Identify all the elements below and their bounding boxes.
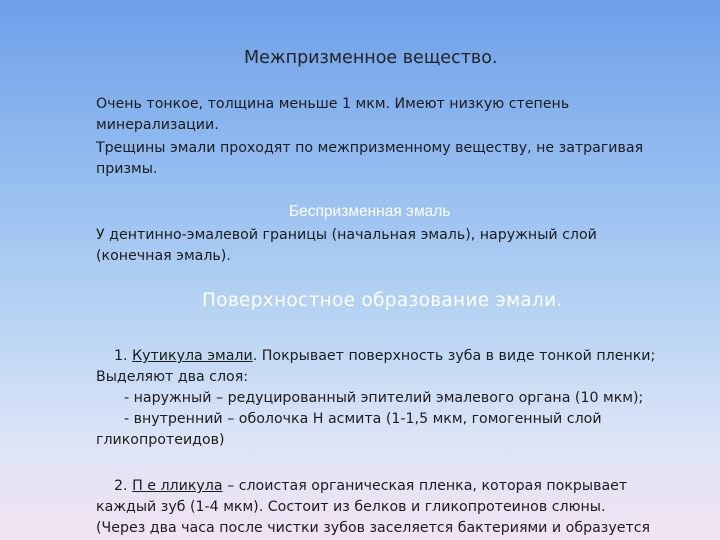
- aprismatic-line-1: У дентинно-эмалевой границы (начальная эмаль), наружный слой: [96, 227, 597, 243]
- cuticle-number: 1.: [114, 348, 128, 364]
- intro-line-2: минерализации.: [96, 117, 219, 133]
- pellicle-term: П е лликула: [132, 478, 223, 494]
- pellicle-line-1: [96, 476, 664, 497]
- slide-title: Межпризменное вещество.: [244, 48, 498, 68]
- pellicle-text: – слоистая органическая пленка, которая покрывает: [222, 478, 628, 494]
- cuticle-term: Кутикула эмали: [132, 348, 253, 364]
- cuticle-text: . Покрывает поверхность зуба в виде тонкой пленки;: [252, 348, 656, 364]
- cuticle-outer-layer: - наружный – редуцированный эпителий эмалевого органа (10 мкм);: [124, 390, 644, 406]
- surface-formation-heading: Поверхностное образование эмали.: [202, 290, 563, 311]
- pellicle-line-2: каждый зуб (1-4 мкм). Состоит из белков и гликопротеинов слюны.: [96, 499, 606, 515]
- pellicle-line-3: (Через два часа после чистки зубов заселяется бактериями и образуется: [96, 520, 651, 536]
- interprismatic-description: [96, 94, 660, 136]
- cracks-line-2: призмы.: [96, 161, 158, 177]
- pellicle-number: 2.: [114, 478, 128, 494]
- aprismatic-enamel-heading: Беспризменная эмаль: [289, 203, 451, 220]
- cracks-description: [96, 138, 664, 180]
- cracks-line-1: Трещины эмали проходят по межпризменному веществу, не затрагивая: [96, 140, 644, 156]
- pellicle-section: [96, 476, 664, 539]
- cuticle-line-2: Выделяют два слоя:: [96, 369, 249, 385]
- cuticle-section: [96, 346, 664, 451]
- intro-line-1: Очень тонкое, толщина меньше 1 мкм. Имеют низкую степень: [96, 96, 570, 112]
- cuticle-inner-layer: - внутренний – оболочка Н асмита (1-1,5 мкм, гомогенный слой: [124, 411, 602, 427]
- cuticle-inner-layer-cont: гликопротеидов): [96, 432, 225, 448]
- cuticle-line-1: [96, 346, 664, 367]
- aprismatic-description: [96, 225, 656, 267]
- aprismatic-line-2: (конечная эмаль).: [96, 248, 231, 264]
